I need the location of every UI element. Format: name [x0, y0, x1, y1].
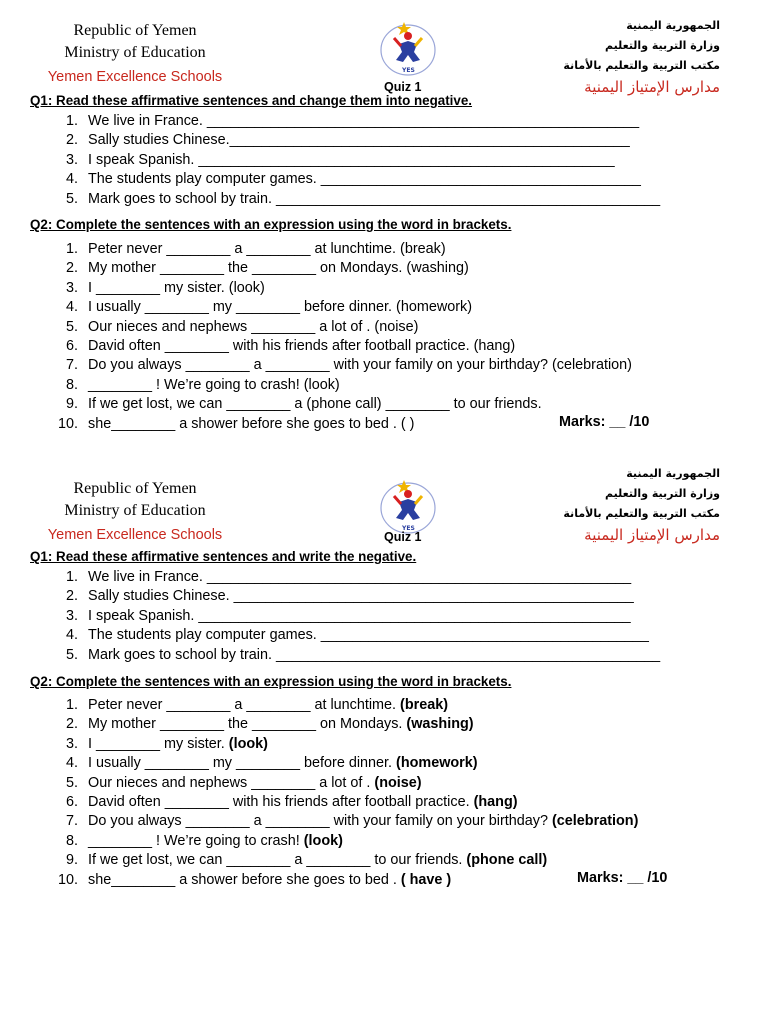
school-name: Yemen Excellence Schools — [47, 527, 223, 543]
english-header — [40, 20, 230, 85]
q2-heading: Q2: Complete the sentences with an expression using the word in brackets. — [30, 674, 512, 689]
marks-label: Marks: __ /10 — [559, 414, 650, 430]
arabic-office-label: مكتب التربية والتعليم بالأمانة — [563, 59, 720, 72]
q1-heading: Q1: Read these affirmative sentences and change them into negative. — [30, 93, 473, 108]
quiz-title: Quiz 1 — [384, 80, 422, 94]
arabic-header — [470, 16, 720, 97]
arabic-ministry-label: وزارة التربية والتعليم — [605, 39, 720, 52]
english-header — [40, 478, 230, 543]
quiz-title: Quiz 1 — [384, 530, 422, 544]
arabic-office-label: مكتب التربية والتعليم بالأمانة — [563, 507, 720, 520]
quiz-sheet-1: Republic of Yemen Ministry of Education Yemen Excellence Schools YES Quiz 1 الجمهورية اليمنية وزارة التربية والتعليم مكتب التربية والتعليم بالأمانة مدارس الإمتياز اليمنية Q1: Read these affirmative sentences and change them into negative. 1. We live in France. ______________________________________________________ 2. Sally studies Chinese.__________________________________________________ 3. I speak Spanish. ____________________________________________________ 4. The students play computer games. ________________________________________ 5. Mark goes to school by train. ________________________________________________ Q2: Complete the sentences with an expression using the word in brackets. 1. Peter never ________ a ________ at lunchtime. (break) 2. My mother ________ the ________ on Mondays. (washing) 3. I ________ my sister. (look) 4. I usually ________ my ________ before dinner. (homework) 5. Our nieces and nephews ________ a lot of . (noise) 6. David often ________ with his friends after football practice. (hang) 7. Do you always ________ a ________ with your family on your birthday? (celebration) 8. ________ ! We’re going to crash! (look) 9. If we get lost, we can ________ a (phone call) ________ to our friends. 10. she________ a shower before she goes to bed . ( ) Marks: __ /10 — [0, 0, 768, 456]
ministry-label: Ministry of Education — [64, 44, 206, 61]
arabic-school-name: مدارس الإمتياز اليمنية — [584, 526, 720, 544]
republic-label: Republic of Yemen — [73, 480, 197, 497]
arabic-header — [470, 464, 720, 545]
q2-heading: Q2: Complete the sentences with an expression using the word in brackets. — [30, 217, 512, 232]
quiz-sheet-2: Republic of Yemen Ministry of Education Yemen Excellence Schools YES Quiz 1 الجمهورية اليمنية وزارة التربية والتعليم مكتب التربية والتعليم بالأمانة مدارس الإمتياز اليمنية Q1: Read these affirmative sentences and write the negative. 1. We live in France. _____________________________________________________ 2. Sally studies Chinese. __________________________________________________ 3. I speak Spanish. ______________________________________________________ 4. The students play computer games. _________________________________________ 5. Mark goes to school by train. ________________________________________________ Q2: Complete the sentences with an expression using the word in brackets. 1. Peter never ________ a ________ at lunchtime. (break) 2. My mother ________ the ________ on Mondays. (washing) 3. I ________ my sister. (look) 4. I usually ________ my ________ before dinner. (homework) 5. Our nieces and nephews ________ a lot of . (noise) 6. David often ________ with his friends after football practice. (hang) 7. Do you always ________ a ________ with your family on your birthday? (celebration) 8. ________ ! We’re going to crash! (look) 9. If we get lost, we can ________ a ________ to our friends. (phone call) 10. she________ a shower before she goes to bed . ( have ) Marks: __ /10 — [0, 458, 768, 914]
arabic-school-name: مدارس الإمتياز اليمنية — [584, 78, 720, 96]
school-name: Yemen Excellence Schools — [47, 69, 223, 85]
arabic-republic-label: الجمهورية اليمنية — [626, 19, 720, 32]
q1-heading: Q1: Read these affirmative sentences and write the negative. — [30, 549, 417, 564]
arabic-ministry-label: وزارة التربية والتعليم — [605, 487, 720, 500]
arabic-republic-label: الجمهورية اليمنية — [626, 467, 720, 480]
republic-label: Republic of Yemen — [73, 22, 197, 39]
svg-text:YES: YES — [402, 67, 415, 74]
marks-label: Marks: __ /10 — [577, 870, 668, 886]
ministry-label: Ministry of Education — [64, 502, 206, 519]
school-logo-icon — [368, 14, 448, 82]
svg-text:YES: YES — [402, 525, 415, 532]
